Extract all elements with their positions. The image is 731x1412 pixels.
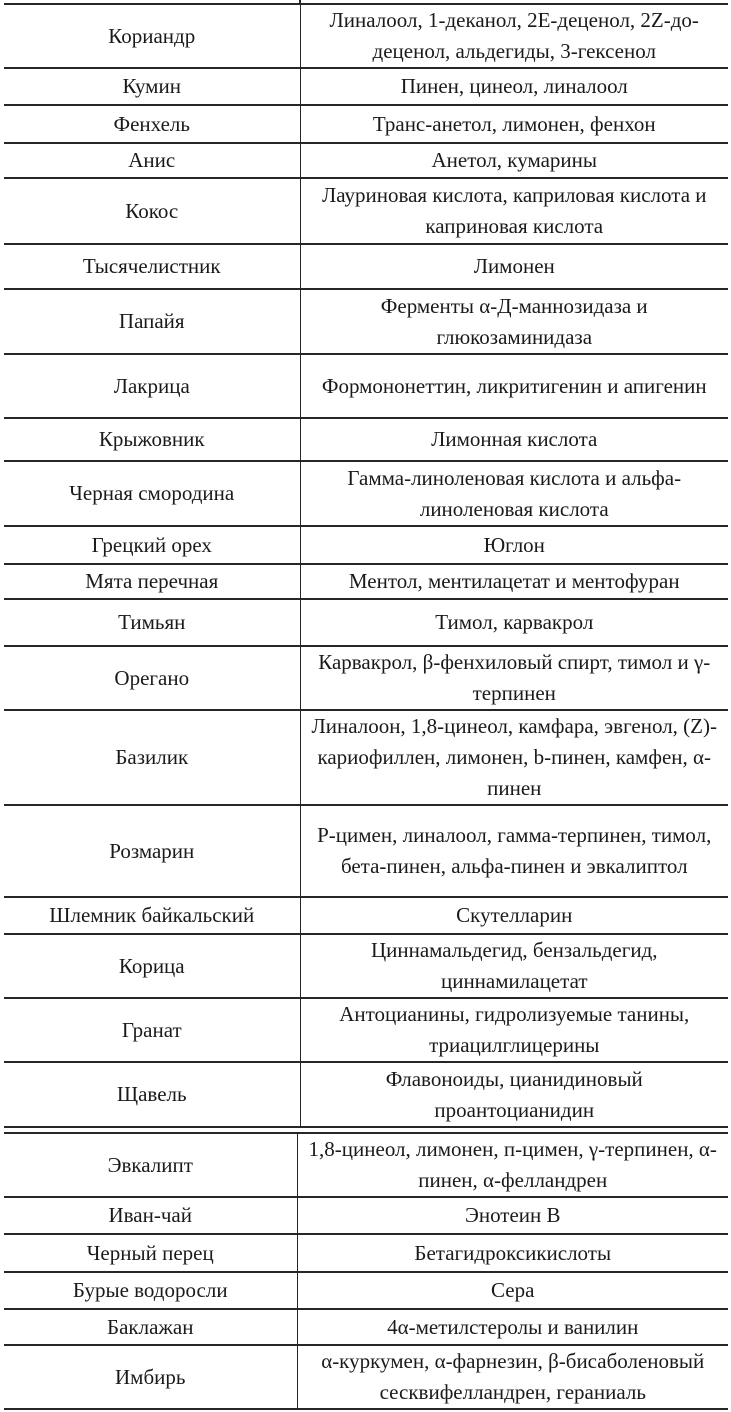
plant-cell: Крыжовник	[4, 418, 300, 461]
plant-cell: Орегано	[4, 646, 300, 710]
table-row	[4, 461, 728, 526]
table-row	[4, 805, 728, 897]
plant-cell: Баклажан	[4, 1309, 297, 1345]
compounds-cell: Лимонен	[300, 244, 728, 289]
table-row	[4, 897, 728, 934]
table-row	[4, 1197, 728, 1234]
table-row	[4, 289, 728, 354]
table-row	[4, 1133, 728, 1197]
table-row	[4, 1234, 728, 1272]
compounds-cell: Р-цимен, линалоол, гамма-терпинен, тимол, бета-пинен, альфа-пинен и эвкалиптол	[300, 805, 728, 897]
compounds-cell: Циннамальдегид, бензальдегид, циннамилацетат	[300, 934, 728, 998]
table-row	[4, 599, 728, 646]
compounds-cell: Линалоол, 1-деканол, 2E-деценол, 2Z-до-деценол, альдегиды, 3-гексенол	[300, 4, 728, 68]
plant-cell: Кумин	[4, 68, 300, 105]
table-row	[4, 934, 728, 998]
plant-cell: Лакрица	[4, 354, 300, 418]
plant-cell: Анис	[4, 143, 300, 178]
plant-cell: Мята перечная	[4, 564, 300, 599]
table-body	[4, 1133, 728, 1409]
table-row	[4, 418, 728, 461]
plant-cell: Розмарин	[4, 805, 300, 897]
compounds-cell: Линалоон, 1,8-цинеол, камфара, эвгенол, (Z)-кариофиллен, лимонен, b-пинен, камфен, α-пинен	[300, 710, 728, 805]
compounds-cell: Энотеин В	[297, 1197, 728, 1234]
plant-cell: Папайя	[4, 289, 300, 354]
compounds-cell: 1,8-цинеол, лимонен, п-цимен, γ-терпинен, α-пинен, α-фелландрен	[297, 1133, 728, 1197]
table-row	[4, 1309, 728, 1345]
plant-cell: Шлемник байкальский	[4, 897, 300, 934]
plant-cell: Щавель	[4, 1062, 300, 1127]
compounds-cell: Ментол, ментилацетат и ментофуран	[300, 564, 728, 599]
compounds-table-top	[4, 3, 728, 1128]
compounds-cell: Пинен, цинеол, линалоол	[300, 68, 728, 105]
table-row	[4, 244, 728, 289]
compounds-cell: Ферменты α-Д-маннозидаза и глюкозаминидаза	[300, 289, 728, 354]
plant-cell: Черный перец	[4, 1234, 297, 1272]
compounds-cell: Сера	[297, 1272, 728, 1309]
compounds-table-bottom	[4, 1132, 728, 1410]
table-row	[4, 526, 728, 564]
compounds-cell: Скутелларин	[300, 897, 728, 934]
plant-cell: Тысячелистник	[4, 244, 300, 289]
plant-cell: Эвкалипт	[4, 1133, 297, 1197]
plant-cell: Имбирь	[4, 1345, 297, 1409]
table-row	[4, 1062, 728, 1127]
table-row	[4, 1272, 728, 1309]
compounds-cell: Анетол, кумарины	[300, 143, 728, 178]
plant-cell: Корица	[4, 934, 300, 998]
compounds-cell: Бетагидроксикислоты	[297, 1234, 728, 1272]
table-row	[4, 4, 728, 68]
compounds-cell: Антоцианины, гидролизуемые танины, триацилглицерины	[300, 998, 728, 1062]
compounds-cell: Карвакрол, β-фенхиловый спирт, тимол и γ-терпинен	[300, 646, 728, 710]
plant-cell: Иван-чай	[4, 1197, 297, 1234]
compounds-cell: Флавоноиды, цианидиновый проантоцианидин	[300, 1062, 728, 1127]
compounds-cell: Лауриновая кислота, каприловая кислота и каприновая кислота	[300, 178, 728, 244]
table-row	[4, 564, 728, 599]
plant-cell: Грецкий орех	[4, 526, 300, 564]
table-row	[4, 1345, 728, 1409]
plant-cell: Кориандр	[4, 4, 300, 68]
table-body	[4, 4, 728, 1127]
plant-cell: Гранат	[4, 998, 300, 1062]
compounds-cell: Лимонная кислота	[300, 418, 728, 461]
table-row	[4, 178, 728, 244]
plant-cell: Фенхель	[4, 105, 300, 143]
compounds-cell: Транс-анетол, лимонен, фенхон	[300, 105, 728, 143]
compounds-cell: Гамма-линоленовая кислота и альфа-линоленовая кислота	[300, 461, 728, 526]
table-row	[4, 354, 728, 418]
plant-cell: Кокос	[4, 178, 300, 244]
plant-cell: Черная смородина	[4, 461, 300, 526]
compounds-cell: Формононеттин, ликритигенин и апигенин	[300, 354, 728, 418]
compounds-cell: α-куркумен, α-фарнезин, β-бисаболеновый сесквифелландрен, гераниаль	[297, 1345, 728, 1409]
compounds-cell: Юглон	[300, 526, 728, 564]
table-row	[4, 646, 728, 710]
table-row	[4, 68, 728, 105]
compounds-cell: Тимол, карвакрол	[300, 599, 728, 646]
table-row	[4, 998, 728, 1062]
plant-cell: Бурые водоросли	[4, 1272, 297, 1309]
compounds-cell: 4α-метилстеролы и ванилин	[297, 1309, 728, 1345]
table-row	[4, 710, 728, 805]
table-row	[4, 143, 728, 178]
table-row	[4, 105, 728, 143]
plant-cell: Базилик	[4, 710, 300, 805]
plant-cell: Тимьян	[4, 599, 300, 646]
